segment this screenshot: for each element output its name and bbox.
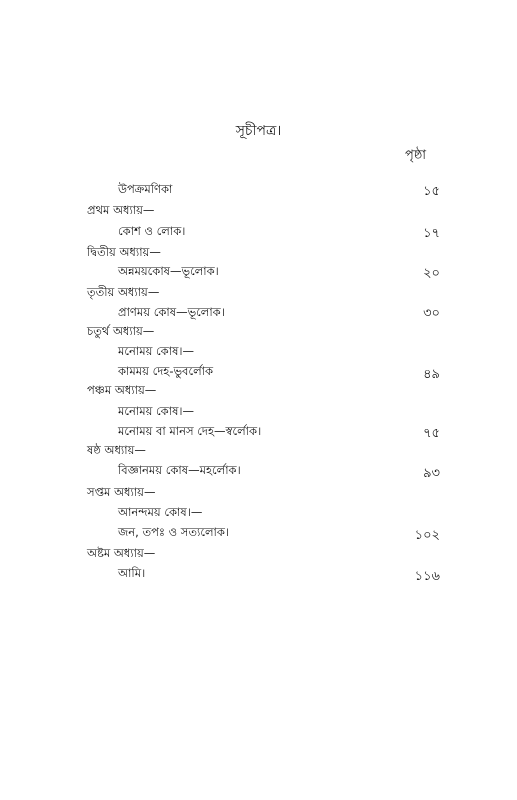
toc-chapter-heading: পঞ্চম অধ্যায়— (87, 383, 157, 397)
toc-chapter-heading: সপ্তম অধ্যায়— (87, 485, 156, 499)
toc-entry-page: ৩০ (423, 306, 440, 321)
toc-chapter-heading: চতুর্থ অধ্যায়— (87, 324, 155, 338)
toc-entry-page: ১১৬ (414, 569, 440, 584)
toc-chapter-heading: অষ্টম অধ্যায়— (87, 546, 156, 560)
toc-entry-title: মনোময় কোষ।— (118, 404, 195, 418)
toc-entry-page: ২০ (423, 266, 440, 281)
toc-entry-title: প্রাণময় কোষ—ভূলোক। (118, 305, 225, 319)
toc-entry-title: মনোময় কোষ।— (118, 344, 195, 358)
toc-entry-title: বিজ্ঞানময় কোষ—মহর্লোক। (118, 463, 241, 477)
toc-entry-title: কামময় দেহ-ভুবর্লোক (118, 364, 214, 378)
toc-entry-title: উপক্রমণিকা (118, 182, 173, 196)
toc-entry-title: মনোময় বা মানস দেহ—স্বর্লোক। (118, 424, 262, 438)
toc-entry-page: ১০২ (414, 528, 440, 543)
toc-entry-title: আনন্দময় কোষ।— (118, 505, 203, 519)
toc-chapter-heading: দ্বিতীয় অধ্যায়— (87, 245, 161, 259)
page-title: সূচীপত্র। (235, 123, 282, 139)
toc-chapter-heading: তৃতীয় অধ্যায়— (87, 285, 160, 299)
toc-entry-title: জন, তপঃ ও সত্যলোক। (118, 525, 230, 539)
toc-chapter-heading: প্রথম অধ্যায়— (87, 203, 155, 217)
toc-chapter-heading: ষষ্ঠ অধ্যায়— (87, 443, 146, 457)
toc-entry-page: ৪৯ (423, 367, 440, 382)
toc-entry-title: অন্নময়কোষ—ভূলোক। (118, 264, 219, 278)
toc-entry-page: ১৭ (423, 226, 440, 241)
page-column-header: পৃষ্ঠা (405, 148, 427, 163)
toc-entry-title: আমি। (118, 566, 146, 580)
toc-entry-page: ৭৫ (423, 426, 440, 441)
toc-entry-page: ৯৩ (423, 466, 440, 481)
toc-entry-page: ১৫ (423, 184, 440, 199)
toc-entry-title: কোশ ও লোক। (118, 224, 186, 238)
